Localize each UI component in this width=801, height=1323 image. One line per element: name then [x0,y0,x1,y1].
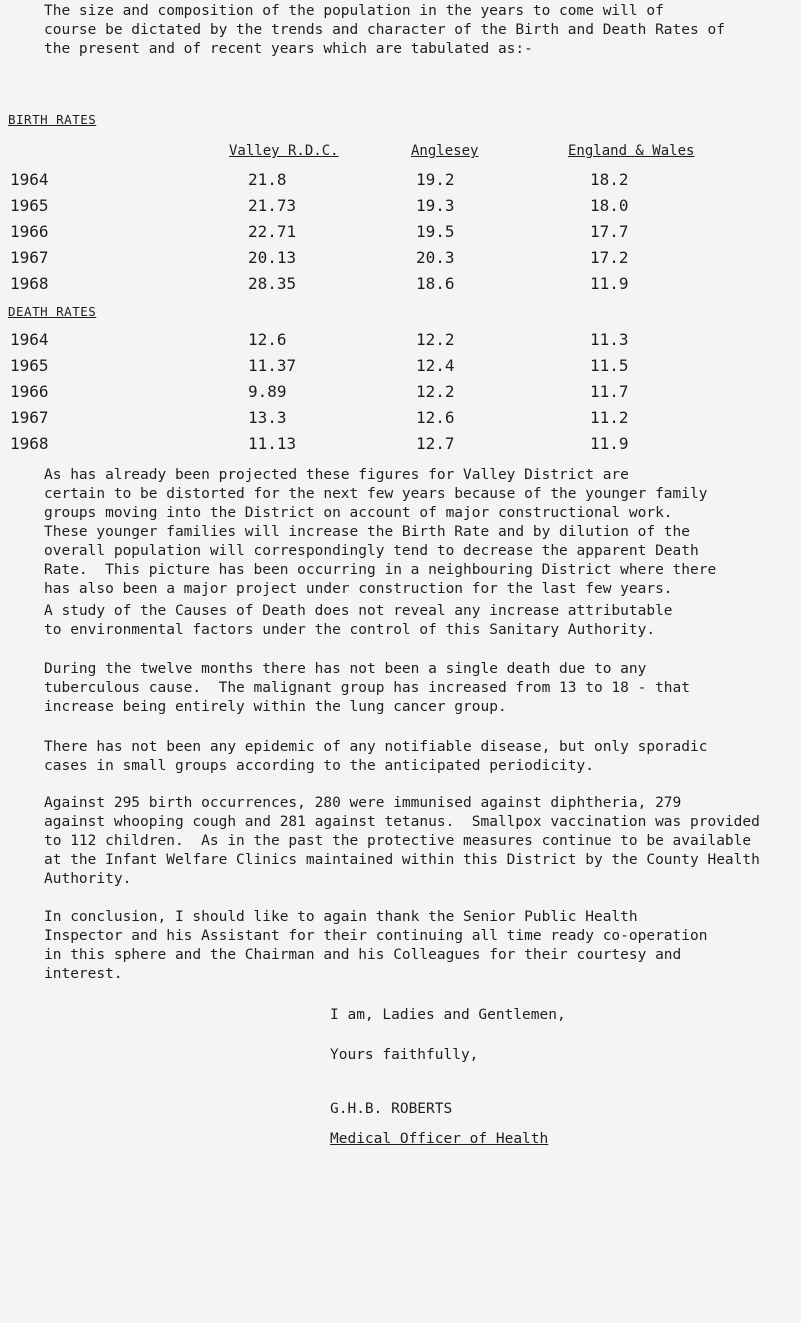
england-value: 11.9 [590,434,629,453]
england-value: 11.9 [590,274,629,293]
anglesey-value: 12.4 [416,356,455,375]
anglesey-value: 19.2 [416,170,455,189]
year-cell: 1968 [10,434,49,453]
year-cell: 1965 [10,356,49,375]
anglesey-value: 20.3 [416,248,455,267]
valley-value: 9.89 [248,382,287,401]
england-value: 18.2 [590,170,629,189]
valley-value: 13.3 [248,408,287,427]
valley-value: 20.13 [248,248,297,267]
england-value: 17.7 [590,222,629,241]
paragraph-projection: As has already been projected these figures for Valley District are certain to be distorted for the next few years because of the younger family groups moving into the District on account of major constructional work. These younger families will increase the Birth Rate and by dilution of the overall population will correspondingly tend to decrease the apparent Death Rate. This picture has been occurring in a neighbouring District where there has also been a major project under construction for the last few years. [44,467,717,597]
death-rate-row [0,434,801,456]
year-cell: 1967 [10,408,49,427]
england-value: 11.2 [590,408,629,427]
valediction: Yours faithfully, [330,1047,479,1063]
paragraph-notifiable-disease: There has not been any epidemic of any notifiable disease, but only sporadic cases in small groups according to the anticipated periodicity. [44,739,708,774]
death-rates-heading: DEATH RATES [8,304,97,319]
birth-rate-row [0,248,801,270]
signatory-name: G.H.B. ROBERTS [330,1101,453,1117]
year-cell: 1967 [10,248,49,267]
anglesey-value: 12.2 [416,382,455,401]
birth-rates-heading: BIRTH RATES [8,112,97,127]
birth-rate-row [0,170,801,192]
england-value: 17.2 [590,248,629,267]
year-cell: 1966 [10,222,49,241]
england-value: 18.0 [590,196,629,215]
year-cell: 1964 [10,170,49,189]
year-cell: 1966 [10,382,49,401]
paragraph-immunisation: Against 295 birth occurrences, 280 were immunised against diphtheria, 279 against whooping cough and 281 against tetanus. Smallpox vaccination was provided to 112 children. As in the past the protective measures continue to be available at the Infant Welfare Clinics maintained within this District by the County Health Authority. [44,795,760,887]
death-rate-row [0,356,801,378]
anglesey-value: 12.2 [416,330,455,349]
valley-value: 11.37 [248,356,297,375]
paragraph-causes-of-death: A study of the Causes of Death does not reveal any increase attributable to environmental factors under the control of this Sanitary Authority. [44,603,673,638]
valley-value: 12.6 [248,330,287,349]
year-cell: 1965 [10,196,49,215]
birth-rate-row [0,196,801,218]
anglesey-value: 18.6 [416,274,455,293]
birth-rate-row [0,274,801,296]
valley-value: 28.35 [248,274,297,293]
anglesey-value: 19.5 [416,222,455,241]
death-rate-row [0,408,801,430]
intro-paragraph: The size and composition of the population in the years to come will of course be dictated by the trends and character of the Birth and Death Rates of the present and of recent years which are tabulated as:- [44,3,725,57]
column-header-valley: Valley R.D.C. [229,143,339,159]
salutation: I am, Ladies and Gentlemen, [330,1007,566,1023]
england-value: 11.5 [590,356,629,375]
anglesey-value: 19.3 [416,196,455,215]
valley-value: 22.71 [248,222,297,241]
valley-value: 21.73 [248,196,297,215]
year-cell: 1964 [10,330,49,349]
valley-value: 21.8 [248,170,287,189]
england-value: 11.7 [590,382,629,401]
anglesey-value: 12.6 [416,408,455,427]
birth-rate-row [0,222,801,244]
death-rate-row [0,330,801,352]
column-header-anglesey: Anglesey [411,143,479,159]
england-value: 11.3 [590,330,629,349]
paragraph-tuberculosis: During the twelve months there has not been a single death due to any tuberculous cause. The malignant group has increased from 13 to 18 - that increase being entirely within the lung cancer group. [44,661,691,715]
death-rate-row [0,382,801,404]
valley-value: 11.13 [248,434,297,453]
year-cell: 1968 [10,274,49,293]
paragraph-conclusion: In conclusion, I should like to again thank the Senior Public Health Inspector and his Assistant for their continuing all time ready co-operation in this sphere and the Chairman and his Colleagues for their courtesy and interest. [44,909,708,982]
signatory-title: Medical Officer of Health [330,1131,549,1147]
column-header-england-wales: England & Wales [568,143,695,159]
anglesey-value: 12.7 [416,434,455,453]
